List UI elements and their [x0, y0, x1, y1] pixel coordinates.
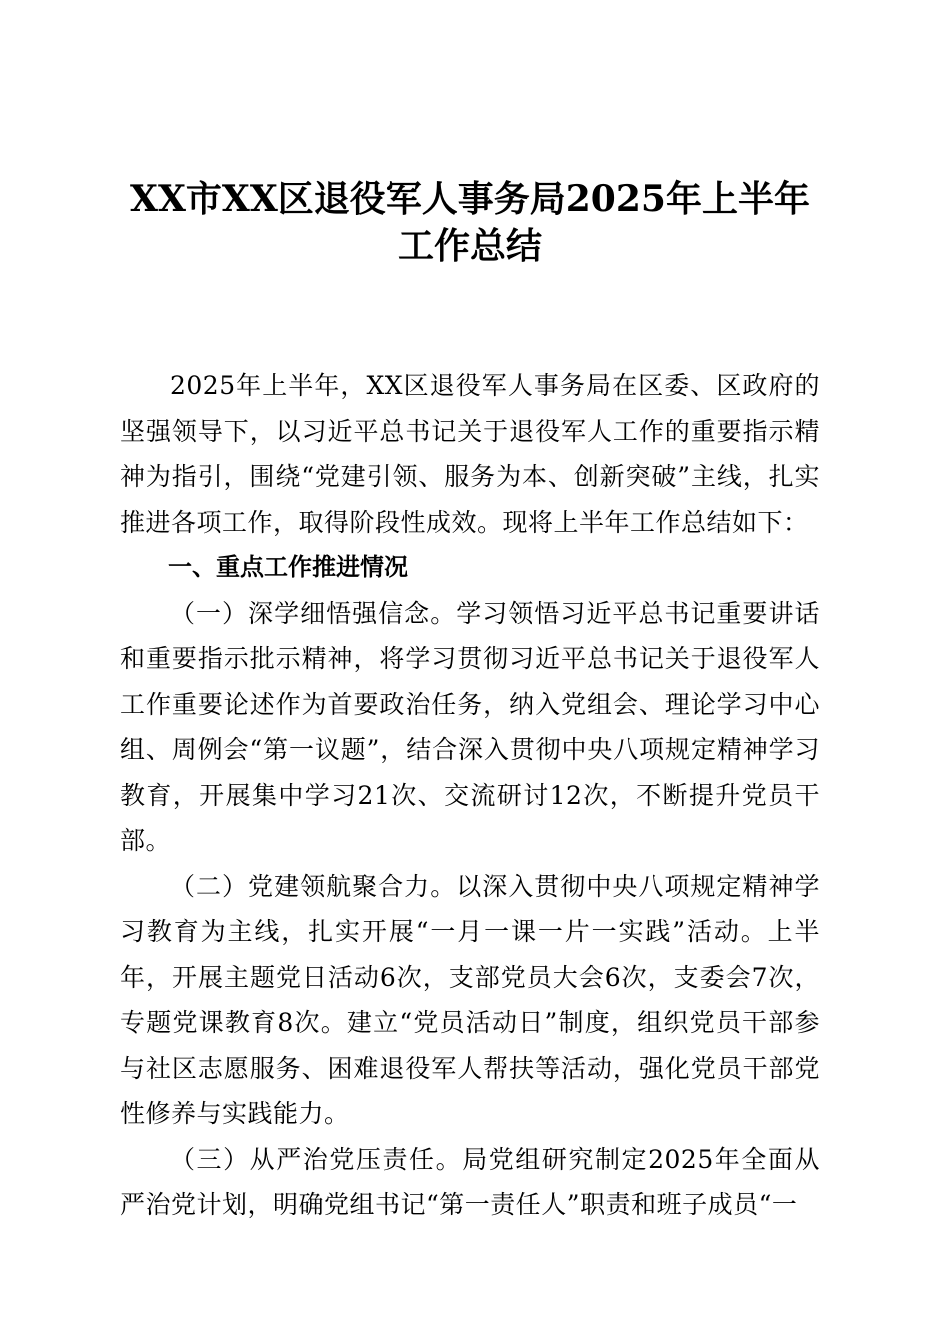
subsection-lead-2: （二）党建领航聚合力。 [170, 871, 457, 901]
subsection-text-1: 学习领悟习近平总书记重要讲话和重要指示批示精神，将学习贯彻习近平总书记关于退役军人工作重要论述作为首要政治任务，纳入党组会、理论学习中心组、周例会“第一议题”，结合深入贯彻中央八项规定精神学习教育，开展集中学习21次、交流研讨12次，不断提升党员干部。 [120, 598, 820, 855]
subsection-lead-3: （三）从严治党压责任。 [170, 1144, 463, 1174]
section-paragraph-3 [120, 1137, 820, 1228]
section-paragraph-2 [120, 864, 820, 1137]
document-page [120, 176, 820, 1228]
subsection-lead-1: （一）深学细悟强信念。 [170, 598, 457, 628]
document-title: XX市XX区退役军人事务局2025年上半年工作总结 [130, 178, 810, 267]
section-paragraph-1 [120, 591, 820, 864]
subsection-text-3: 局党组研究制定2025年全面从严治党计划，明确党组书记“第一责任人”职责和班子成员“一 [120, 1144, 820, 1219]
section-heading: 一、重点工作推进情况 [168, 553, 408, 581]
subsection-text-2: 以深入贯彻中央八项规定精神学习教育为主线，扎实开展“一月一课一片一实践”活动。上半年，开展主题党日活动6次，支部党员大会6次，支委会7次，专题党课教育8次。建立“党员活动日”制度，组织党员干部参与社区志愿服务、困难退役军人帮扶等活动，强化党员干部党性修养与实践能力。 [120, 871, 820, 1128]
intro-paragraph: 2025年上半年，XX区退役军人事务局在区委、区政府的坚强领导下，以习近平总书记关于退役军人工作的重要指示精神为指引，围绕“党建引领、服务为本、创新突破”主线，扎实推进各项工作，取得阶段性成效。现将上半年工作总结如下： [120, 371, 820, 537]
document-body [120, 363, 820, 1228]
